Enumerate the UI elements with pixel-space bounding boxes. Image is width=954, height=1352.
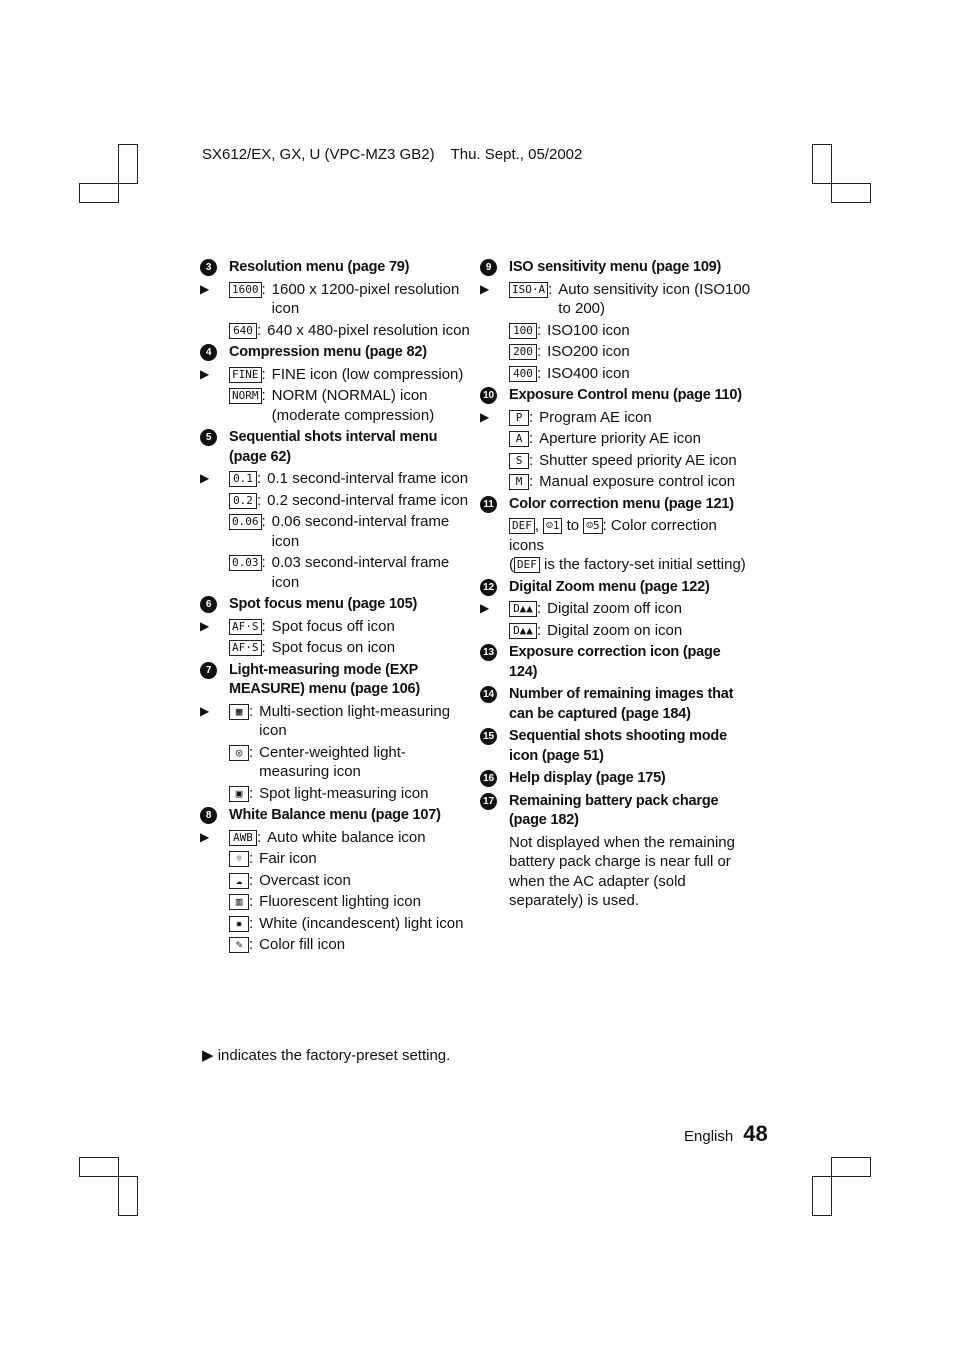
section-heading bbox=[200, 806, 472, 826]
section-title: Resolution menu (page 79) bbox=[229, 259, 410, 275]
section-title: Exposure Control menu (page 110) bbox=[509, 387, 742, 403]
body-line bbox=[509, 516, 752, 555]
setting-item bbox=[200, 512, 472, 551]
section-heading bbox=[200, 595, 472, 615]
section-heading bbox=[480, 495, 752, 515]
setting-description: Spot focus on icon bbox=[271, 639, 396, 656]
setting-icon: D▲▲ bbox=[509, 601, 537, 617]
factory-preset-marker bbox=[200, 743, 229, 782]
menu-section bbox=[480, 685, 752, 724]
factory-preset-marker bbox=[200, 914, 229, 934]
setting-item bbox=[200, 638, 472, 658]
colon-separator: : bbox=[249, 893, 254, 910]
crop-mark bbox=[118, 144, 138, 184]
section-number-badge: 7 bbox=[200, 662, 217, 679]
colon-separator: : bbox=[249, 784, 254, 802]
section-title: Remaining battery pack charge (page 182) bbox=[509, 792, 719, 828]
color-correction-icon-5: ☺5 bbox=[583, 518, 602, 534]
setting-icon: ▣ bbox=[229, 786, 249, 802]
setting-icon: FINE bbox=[229, 367, 262, 383]
menu-section bbox=[480, 578, 752, 641]
section-title: Help display (page 175) bbox=[509, 770, 666, 786]
colon-separator: : bbox=[257, 321, 262, 339]
section-heading bbox=[480, 578, 752, 598]
menu-section bbox=[480, 792, 752, 911]
setting-icon: 400 bbox=[509, 366, 537, 382]
section-number-badge: 8 bbox=[200, 807, 217, 824]
setting-icon: AWB bbox=[229, 830, 257, 846]
section-title: Exposure correction icon (page 124) bbox=[509, 644, 721, 680]
section-heading bbox=[200, 661, 472, 700]
factory-preset-marker: ▶ bbox=[200, 366, 210, 381]
setting-item bbox=[200, 828, 472, 848]
section-number-badge: 9 bbox=[480, 259, 497, 276]
section-title: Color correction menu (page 121) bbox=[509, 495, 734, 512]
setting-icon: ▦ bbox=[229, 704, 249, 720]
body-line bbox=[509, 555, 752, 575]
setting-description: Fluorescent lighting icon bbox=[259, 893, 421, 910]
section-heading bbox=[200, 343, 472, 363]
colon-separator: : bbox=[529, 451, 534, 469]
setting-description: 0.03 second-interval frame icon bbox=[271, 554, 450, 591]
setting-description: Center-weighted light-measuring icon bbox=[259, 743, 406, 780]
section-number-badge: 14 bbox=[480, 686, 497, 703]
setting-icon: AF·S bbox=[229, 640, 262, 656]
section-number-badge: 5 bbox=[200, 429, 217, 446]
colon-separator: : bbox=[261, 513, 266, 530]
factory-preset-marker: ▶ bbox=[480, 409, 490, 424]
setting-item bbox=[200, 365, 472, 385]
setting-description: Manual exposure control icon bbox=[539, 473, 736, 490]
menu-section bbox=[480, 769, 752, 789]
colon-separator: : bbox=[537, 343, 542, 360]
menu-section bbox=[480, 495, 752, 575]
body-text: : Color correction icons bbox=[509, 517, 717, 554]
setting-item bbox=[200, 892, 472, 912]
setting-item bbox=[200, 935, 472, 955]
setting-description: 0.2 second-interval frame icon bbox=[267, 491, 469, 509]
setting-icon: 0.2 bbox=[229, 493, 257, 509]
factory-preset-marker: ▶ bbox=[200, 281, 210, 296]
setting-icon: ☁ bbox=[229, 873, 249, 889]
setting-icon: ✹ bbox=[229, 916, 249, 932]
paren-open: ( bbox=[509, 556, 514, 573]
crop-mark bbox=[79, 1157, 119, 1177]
colon-separator: : bbox=[249, 871, 254, 889]
colon-separator: : bbox=[537, 621, 542, 639]
setting-description: Digital zoom on icon bbox=[547, 621, 683, 639]
setting-item bbox=[480, 280, 752, 319]
setting-icon: ✎ bbox=[229, 937, 249, 953]
colon-separator: : bbox=[249, 702, 254, 720]
colon-separator: : bbox=[529, 473, 534, 490]
section-title: ISO sensitivity menu (page 109) bbox=[509, 259, 722, 275]
section-number-badge: 15 bbox=[480, 728, 497, 745]
section-heading bbox=[480, 727, 752, 766]
setting-description: Auto sensitivity icon (ISO100 to 200) bbox=[558, 280, 751, 317]
colon-separator: : bbox=[257, 491, 262, 509]
setting-icon: A bbox=[509, 431, 529, 447]
section-number-badge: 10 bbox=[480, 387, 497, 404]
factory-preset-marker bbox=[480, 621, 509, 641]
setting-icon: NORM bbox=[229, 388, 262, 404]
setting-icon: 640 bbox=[229, 323, 257, 339]
colon-separator: : bbox=[537, 321, 542, 339]
header-date: Thu. Sept., 05/2002 bbox=[450, 146, 583, 163]
setting-icon: D▲▲ bbox=[509, 623, 537, 639]
colon-separator: : bbox=[257, 828, 262, 846]
setting-icon: S bbox=[509, 453, 529, 469]
setting-icon: ▥ bbox=[229, 894, 249, 910]
menu-section bbox=[200, 428, 472, 592]
page-header bbox=[202, 146, 582, 163]
crop-mark bbox=[831, 183, 871, 203]
factory-preset-note: ▶ indicates the factory-preset setting. bbox=[202, 1047, 451, 1064]
setting-item bbox=[200, 849, 472, 869]
setting-description: Auto white balance icon bbox=[267, 828, 426, 846]
setting-description: ISO100 icon bbox=[547, 321, 630, 339]
colon-separator: : bbox=[529, 430, 534, 447]
setting-item bbox=[480, 408, 752, 428]
setting-description: ISO400 icon bbox=[547, 364, 630, 382]
factory-preset-marker: ▶ bbox=[200, 703, 210, 718]
setting-item bbox=[480, 342, 752, 362]
section-heading bbox=[200, 258, 472, 278]
section-title: White Balance menu (page 107) bbox=[229, 807, 441, 823]
setting-item bbox=[480, 451, 752, 471]
section-heading bbox=[480, 643, 752, 682]
setting-item bbox=[200, 617, 472, 637]
setting-item bbox=[200, 553, 472, 592]
setting-item bbox=[200, 386, 472, 425]
menu-section bbox=[200, 806, 472, 955]
setting-item bbox=[200, 280, 472, 319]
section-number-badge: 6 bbox=[200, 596, 217, 613]
crop-mark bbox=[118, 1176, 138, 1216]
section-title: Number of remaining images that can be captured (page 184) bbox=[509, 686, 734, 722]
section-heading bbox=[480, 792, 752, 831]
setting-item bbox=[480, 599, 752, 619]
crop-mark bbox=[812, 1176, 832, 1216]
to-word: to bbox=[566, 517, 580, 534]
setting-item bbox=[480, 621, 752, 641]
factory-preset-marker: ▶ bbox=[200, 471, 210, 485]
section-title: Digital Zoom menu (page 122) bbox=[509, 578, 710, 595]
colon-separator: : bbox=[249, 743, 254, 761]
factory-preset-marker bbox=[200, 321, 229, 341]
crop-mark bbox=[812, 144, 832, 184]
section-body bbox=[509, 516, 752, 575]
colon-separator: : bbox=[261, 387, 266, 404]
factory-preset-marker bbox=[200, 638, 229, 658]
setting-icon: 0.03 bbox=[229, 555, 262, 571]
section-title: Sequential shots interval menu (page 62) bbox=[229, 429, 438, 465]
colon-separator: : bbox=[261, 554, 266, 571]
colon-separator: : bbox=[529, 408, 534, 426]
colon-separator: : bbox=[261, 365, 266, 383]
setting-item bbox=[200, 491, 472, 511]
setting-description: Multi-section light-measuring icon bbox=[259, 702, 451, 739]
section-number-badge: 4 bbox=[200, 344, 217, 361]
setting-item bbox=[200, 469, 472, 489]
section-number-badge: 13 bbox=[480, 644, 497, 661]
factory-preset-marker bbox=[200, 849, 229, 869]
setting-icon: P bbox=[509, 410, 529, 426]
section-title: Compression menu (page 82) bbox=[229, 344, 427, 360]
setting-icon: AF·S bbox=[229, 619, 262, 635]
setting-description: Color fill icon bbox=[259, 936, 346, 953]
section-number-badge: 3 bbox=[200, 259, 217, 276]
section-number-badge: 17 bbox=[480, 793, 497, 810]
factory-preset-marker bbox=[480, 364, 509, 384]
factory-preset-marker bbox=[480, 451, 509, 471]
section-number-badge: 11 bbox=[480, 496, 497, 513]
colon-separator: : bbox=[257, 470, 262, 487]
crop-mark bbox=[831, 1157, 871, 1177]
factory-preset-marker: ▶ bbox=[480, 281, 490, 296]
factory-preset-marker: ▶ bbox=[480, 601, 490, 615]
colon-separator: : bbox=[261, 617, 266, 635]
menu-section bbox=[200, 661, 472, 804]
colon-separator: : bbox=[261, 639, 266, 656]
left-column bbox=[200, 258, 472, 958]
section-heading bbox=[200, 428, 472, 467]
setting-description: FINE icon (low compression) bbox=[271, 365, 464, 383]
color-correction-icon-1: ☺1 bbox=[543, 518, 562, 534]
factory-preset-marker bbox=[200, 871, 229, 891]
factory-preset-marker bbox=[200, 491, 229, 511]
setting-description: 0.06 second-interval frame icon bbox=[271, 513, 450, 550]
menu-section bbox=[480, 727, 752, 766]
menu-section bbox=[480, 258, 752, 383]
menu-section bbox=[480, 643, 752, 682]
setting-description: Digital zoom off icon bbox=[547, 600, 682, 617]
menu-section bbox=[480, 386, 752, 492]
menu-section bbox=[200, 595, 472, 658]
setting-item bbox=[480, 472, 752, 492]
menu-section bbox=[200, 343, 472, 425]
section-title: Spot focus menu (page 105) bbox=[229, 596, 418, 612]
factory-preset-marker bbox=[480, 342, 509, 362]
section-heading bbox=[480, 386, 752, 406]
setting-item bbox=[480, 321, 752, 341]
right-column bbox=[480, 258, 752, 914]
section-heading bbox=[480, 685, 752, 724]
setting-icon: ◎ bbox=[229, 745, 249, 761]
default-icon: DEF bbox=[514, 557, 540, 573]
section-number-badge: 16 bbox=[480, 770, 497, 787]
page-footer bbox=[684, 1121, 768, 1147]
factory-preset-marker: ▶ bbox=[200, 829, 210, 844]
comma-separator: , bbox=[534, 517, 544, 534]
setting-icon: 200 bbox=[509, 344, 537, 360]
setting-description: Shutter speed priority AE icon bbox=[539, 451, 737, 469]
section-title: Light-measuring mode (EXP MEASURE) menu (page 106) bbox=[229, 661, 420, 697]
factory-preset-marker bbox=[200, 892, 229, 912]
setting-description: Overcast icon bbox=[259, 871, 351, 889]
section-note: Not displayed when the remaining battery pack charge is near full or when the AC adapter (sold separately) is used. bbox=[509, 833, 735, 909]
setting-item bbox=[200, 784, 472, 804]
factory-preset-marker bbox=[200, 935, 229, 955]
factory-preset-marker bbox=[200, 512, 229, 551]
setting-icon: ISO·A bbox=[509, 282, 548, 298]
header-model: SX612/EX, GX, U (VPC-MZ3 GB2) bbox=[202, 146, 435, 163]
section-heading bbox=[480, 769, 752, 789]
setting-item bbox=[200, 702, 472, 741]
colon-separator: : bbox=[261, 280, 266, 298]
factory-preset-marker bbox=[200, 386, 229, 425]
setting-icon: 1600 bbox=[229, 282, 262, 298]
factory-preset-marker bbox=[480, 472, 509, 492]
setting-item bbox=[200, 743, 472, 782]
colon-separator: : bbox=[249, 850, 254, 867]
setting-description: Spot light-measuring icon bbox=[259, 784, 429, 802]
setting-item bbox=[480, 429, 752, 449]
section-title: Sequential shots shooting mode icon (page 51) bbox=[509, 728, 727, 764]
setting-description: 640 x 480-pixel resolution icon bbox=[267, 321, 470, 339]
setting-icon: 100 bbox=[509, 323, 537, 339]
setting-item bbox=[200, 914, 472, 934]
factory-preset-marker bbox=[200, 553, 229, 592]
body-text: is the factory-set initial setting) bbox=[544, 556, 746, 573]
setting-description: Spot focus off icon bbox=[271, 617, 395, 635]
setting-description: NORM (NORMAL) icon (moderate compression) bbox=[271, 387, 435, 424]
setting-item bbox=[200, 871, 472, 891]
section-heading bbox=[480, 258, 752, 278]
setting-icon: 0.1 bbox=[229, 471, 257, 487]
colon-separator: : bbox=[249, 914, 254, 932]
menu-section bbox=[200, 258, 472, 340]
setting-description: Program AE icon bbox=[539, 408, 652, 426]
crop-mark bbox=[79, 183, 119, 203]
default-icon: DEF bbox=[509, 518, 535, 534]
factory-preset-marker bbox=[480, 321, 509, 341]
setting-icon: 0.06 bbox=[229, 514, 262, 530]
setting-item bbox=[480, 364, 752, 384]
setting-description: Aperture priority AE icon bbox=[539, 430, 701, 447]
setting-item bbox=[200, 321, 472, 341]
language-label: English bbox=[684, 1128, 734, 1145]
colon-separator: : bbox=[548, 280, 553, 298]
colon-separator: : bbox=[537, 600, 542, 617]
setting-icon: ☼ bbox=[229, 851, 249, 867]
setting-description: 1600 x 1200-pixel resolution icon bbox=[271, 280, 460, 317]
colon-separator: : bbox=[537, 364, 542, 382]
factory-preset-marker bbox=[200, 784, 229, 804]
setting-icon: M bbox=[509, 474, 529, 490]
page-number: 48 bbox=[743, 1121, 768, 1146]
setting-description: Fair icon bbox=[259, 850, 317, 867]
factory-preset-marker: ▶ bbox=[200, 618, 210, 633]
factory-preset-marker bbox=[480, 429, 509, 449]
setting-description: 0.1 second-interval frame icon bbox=[267, 470, 469, 487]
setting-description: ISO200 icon bbox=[547, 343, 630, 360]
section-number-badge: 12 bbox=[480, 579, 497, 596]
colon-separator: : bbox=[249, 936, 254, 953]
setting-description: White (incandescent) light icon bbox=[259, 914, 464, 932]
